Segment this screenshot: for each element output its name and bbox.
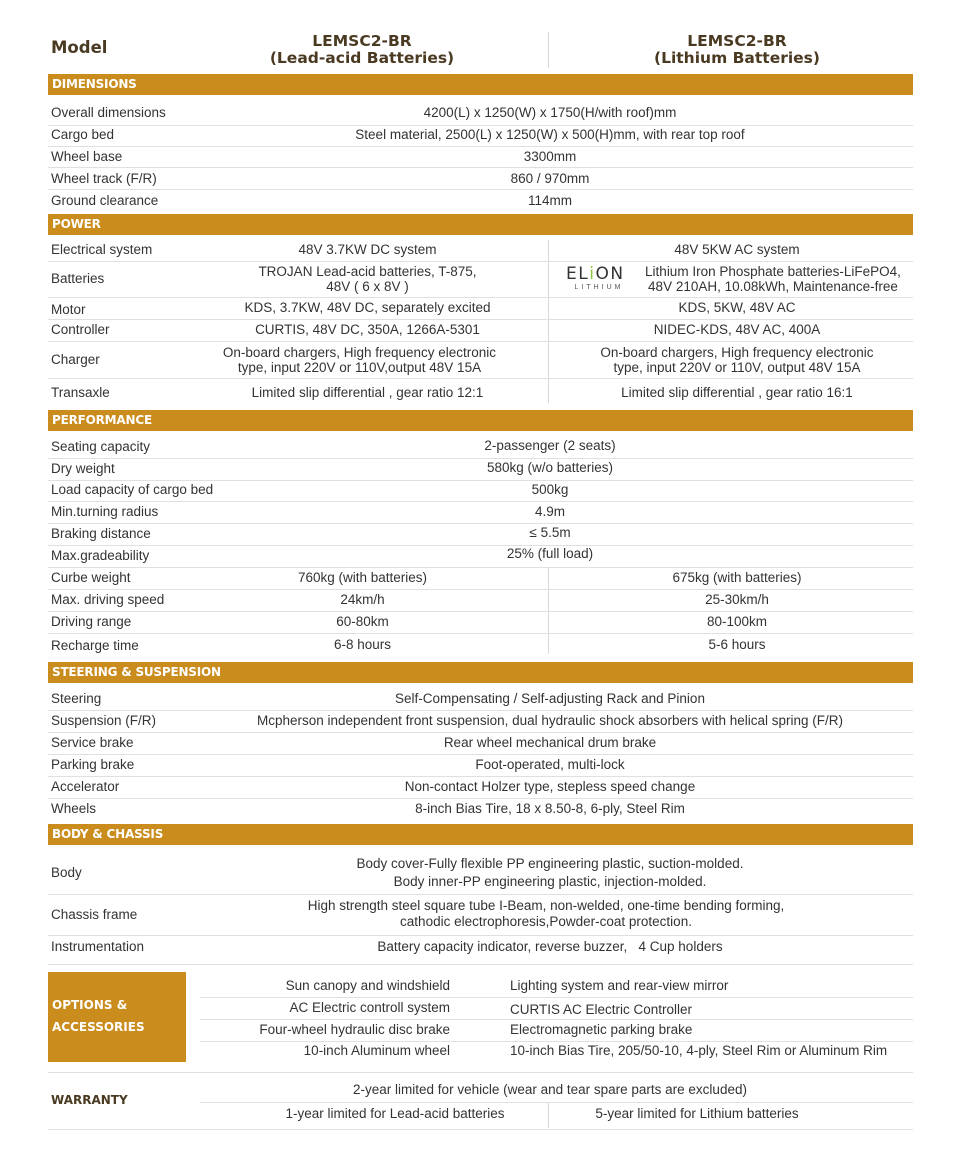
charger-lead-line2: type, input 220V or 110V,output 48V 15A xyxy=(237,360,482,375)
row-divider xyxy=(48,710,913,711)
row-divider xyxy=(48,754,913,755)
row-divider xyxy=(48,167,913,168)
model-header-label: Model xyxy=(51,38,108,57)
wheels-value: 8-inch Bias Tire, 18 x 8.50-8, 6-ply, Steel Rim xyxy=(415,801,685,816)
driving-range-label: Driving range xyxy=(51,614,132,629)
chassis-frame-value-line2: cathodic electrophoresis,Powder-coat protection. xyxy=(400,914,692,929)
service-brake-value: Rear wheel mechanical drum brake xyxy=(443,735,657,750)
transaxle-lithium: Limited slip differential , gear ratio 16:1 xyxy=(621,385,853,400)
body-value-line1: Body cover-Fully flexible PP engineering plastic, suction-molded. xyxy=(356,856,744,871)
row-divider xyxy=(48,458,913,459)
wheel-base-value: 3300mm xyxy=(523,149,577,164)
option-item-left: AC Electric controll system xyxy=(289,1000,450,1015)
row-divider xyxy=(48,1129,913,1130)
cargo-bed-label: Cargo bed xyxy=(51,127,115,142)
dry-weight-value: 580kg (w/o batteries) xyxy=(486,460,614,475)
batteries-lithium-line1: Lithium Iron Phosphate batteries-LiFePO4, xyxy=(645,264,901,279)
curbe-weight-lead: 760kg (with batteries) xyxy=(297,570,428,585)
row-divider xyxy=(200,1102,913,1103)
wheel-track-label: Wheel track (F/R) xyxy=(51,171,157,186)
charger-lithium-line1: On-board chargers, High frequency electronic xyxy=(600,345,874,360)
option-item-left: Sun canopy and windshield xyxy=(285,978,450,993)
warranty-label: WARRANTY xyxy=(51,1093,128,1107)
driving-speed-lithium: 25-30km/h xyxy=(705,592,769,607)
electrical-system-lead: 48V 3.7KW DC system xyxy=(298,242,437,257)
row-divider xyxy=(48,523,913,524)
wheels-label: Wheels xyxy=(51,801,97,816)
batteries-lead-line2: 48V ( 6 x 8V ) xyxy=(326,279,409,294)
controller-lead: CURTIS, 48V DC, 350A, 1266A-5301 xyxy=(255,322,480,337)
seating-capacity-label: Seating capacity xyxy=(51,439,151,454)
instrumentation-value: Battery capacity indicator, reverse buzzer, 4 Cup holders xyxy=(377,939,723,954)
braking-distance-label: Braking distance xyxy=(51,526,151,541)
charger-label: Charger xyxy=(51,352,100,367)
option-item-right: Electromagnetic parking brake xyxy=(510,1022,693,1037)
option-item-right: 10-inch Bias Tire, 205/50-10, 4-ply, Steel Rim or Aluminum Rim xyxy=(510,1043,888,1058)
braking-distance-value: ≤ 5.5m xyxy=(529,525,571,540)
batteries-label: Batteries xyxy=(51,271,105,286)
electrical-system-lithium: 48V 5KW AC system xyxy=(674,242,800,257)
elion-logo-subtitle: LITHIUM xyxy=(574,284,624,291)
header-divider xyxy=(548,32,549,68)
batteries-lead-line1: TROJAN Lead-acid batteries, T-875, xyxy=(258,264,477,279)
row-divider xyxy=(200,997,913,998)
accelerator-value: Non-contact Holzer type, stepless speed change xyxy=(404,779,696,794)
row-divider xyxy=(48,798,913,799)
electrical-system-label: Electrical system xyxy=(51,242,153,257)
elion-lithium-logo xyxy=(566,266,632,292)
row-divider xyxy=(48,633,913,634)
suspension-value: Mcpherson independent front suspension, dual hydraulic shock absorbers with helical spring (F/R) xyxy=(256,713,844,728)
section-power: POWER xyxy=(48,214,913,235)
curbe-weight-label: Curbe weight xyxy=(51,570,131,585)
warranty-lithium: 5-year limited for Lithium batteries xyxy=(595,1106,799,1121)
option-item-left: 10-inch Aluminum wheel xyxy=(303,1043,450,1058)
overall-dimensions-label: Overall dimensions xyxy=(51,105,166,120)
body-label: Body xyxy=(51,865,82,880)
batteries-lithium-line2: 48V 210AH, 10.08kWh, Maintenance-free xyxy=(648,279,898,294)
recharge-time-lead: 6-8 hours xyxy=(333,637,392,652)
cargo-bed-value: Steel material, 2500(L) x 1250(W) x 500(H)mm, with rear top roof xyxy=(355,127,745,142)
row-divider xyxy=(48,146,913,147)
instrumentation-label: Instrumentation xyxy=(51,939,145,954)
recharge-time-label: Recharge time xyxy=(51,638,139,653)
dry-weight-label: Dry weight xyxy=(51,461,115,476)
body-value-line2: Body inner-PP engineering plastic, injection-molded. xyxy=(393,874,707,889)
motor-lead: KDS, 3.7KW, 48V DC, separately excited xyxy=(244,300,491,315)
row-divider xyxy=(48,1072,913,1073)
row-divider xyxy=(200,1041,913,1042)
steering-value: Self-Compensating / Self-adjusting Rack and Pinion xyxy=(395,691,705,706)
suspension-label: Suspension (F/R) xyxy=(51,713,157,728)
lithium-model-name: LEMSC2-BR xyxy=(687,32,787,50)
row-divider xyxy=(48,935,913,936)
option-item-left: Four-wheel hydraulic disc brake xyxy=(259,1022,450,1037)
warranty-lead-acid: 1-year limited for Lead-acid batteries xyxy=(285,1106,505,1121)
gradeability-label: Max.gradeability xyxy=(51,548,150,563)
lead-acid-model-header xyxy=(197,33,527,67)
section-steering-suspension: STEERING & SUSPENSION xyxy=(48,662,913,683)
section-dimensions: DIMENSIONS xyxy=(48,74,913,95)
options-title-line1: OPTIONS & xyxy=(52,998,128,1012)
parking-brake-label: Parking brake xyxy=(51,757,135,772)
charger-lead-line1: On-board chargers, High frequency electronic xyxy=(222,345,497,360)
row-divider xyxy=(200,1019,913,1020)
row-divider xyxy=(48,125,913,126)
lead-acid-model-type: (Lead-acid Batteries) xyxy=(269,49,455,67)
driving-range-lithium: 80-100km xyxy=(706,614,768,629)
gradeability-value: 25% (full load) xyxy=(506,546,594,561)
accelerator-label: Accelerator xyxy=(51,779,120,794)
recharge-time-lithium: 5-6 hours xyxy=(708,637,766,652)
motor-label: Motor xyxy=(51,302,86,317)
row-divider xyxy=(48,589,913,590)
row-divider xyxy=(48,297,913,298)
row-divider xyxy=(48,341,913,342)
seating-capacity-value: 2-passenger (2 seats) xyxy=(484,438,616,453)
row-divider xyxy=(48,611,913,612)
parking-brake-value: Foot-operated, multi-lock xyxy=(475,757,625,772)
overall-dimensions-value: 4200(L) x 1250(W) x 1750(H/with roof)mm xyxy=(423,105,677,120)
controller-lithium: NIDEC-KDS, 48V AC, 400A xyxy=(653,322,821,337)
row-divider xyxy=(48,567,913,568)
section-performance: PERFORMANCE xyxy=(48,410,913,431)
elion-logo-wordmark: ELiON xyxy=(566,264,625,284)
load-capacity-value: 500kg xyxy=(531,482,569,497)
charger-lithium-line2: type, input 220V or 110V, output 48V 15A xyxy=(613,360,861,375)
row-divider xyxy=(48,480,913,481)
chassis-frame-label: Chassis frame xyxy=(51,907,138,922)
row-divider xyxy=(48,894,913,895)
row-divider xyxy=(48,732,913,733)
chassis-frame-value-line1: High strength steel square tube I-Beam, non-welded, one-time bending forming, xyxy=(307,898,785,913)
load-capacity-label: Load capacity of cargo bed xyxy=(51,482,214,497)
warranty-vehicle: 2-year limited for vehicle (wear and tear spare parts are excluded) xyxy=(353,1082,747,1097)
service-brake-label: Service brake xyxy=(51,735,134,750)
driving-range-lead: 60-80km xyxy=(336,614,389,629)
ground-clearance-value: 114mm xyxy=(527,193,572,208)
motor-lithium: KDS, 5KW, 48V AC xyxy=(678,300,796,315)
turning-radius-value: 4.9m xyxy=(534,504,565,519)
turning-radius-label: Min.turning radius xyxy=(51,504,159,519)
controller-label: Controller xyxy=(51,322,110,337)
section-body-chassis: BODY & CHASSIS xyxy=(48,824,913,845)
driving-speed-lead: 24km/h xyxy=(340,592,385,607)
wheel-base-label: Wheel base xyxy=(51,149,123,164)
row-divider xyxy=(48,501,913,502)
steering-label: Steering xyxy=(51,691,102,706)
ground-clearance-label: Ground clearance xyxy=(51,193,159,208)
row-divider xyxy=(48,776,913,777)
lithium-model-type: (Lithium Batteries) xyxy=(654,49,820,67)
option-item-right: CURTIS AC Electric Controller xyxy=(510,1002,693,1017)
row-divider xyxy=(48,189,913,190)
row-divider xyxy=(48,261,913,262)
row-divider xyxy=(48,378,913,379)
curbe-weight-lithium: 675kg (with batteries) xyxy=(672,570,802,585)
options-title-line2: ACCESSORIES xyxy=(52,1020,145,1034)
row-divider xyxy=(48,964,913,965)
options-accessories-box xyxy=(48,972,186,1062)
driving-speed-label: Max. driving speed xyxy=(51,592,165,607)
transaxle-label: Transaxle xyxy=(51,385,110,400)
transaxle-lead: Limited slip differential , gear ratio 12:1 xyxy=(251,385,484,400)
row-divider xyxy=(48,319,913,320)
lithium-model-header xyxy=(572,33,902,67)
option-item-right: Lighting system and rear-view mirror xyxy=(510,978,729,993)
lead-acid-model-name: LEMSC2-BR xyxy=(312,32,412,50)
wheel-track-value: 860 / 970mm xyxy=(510,171,590,186)
